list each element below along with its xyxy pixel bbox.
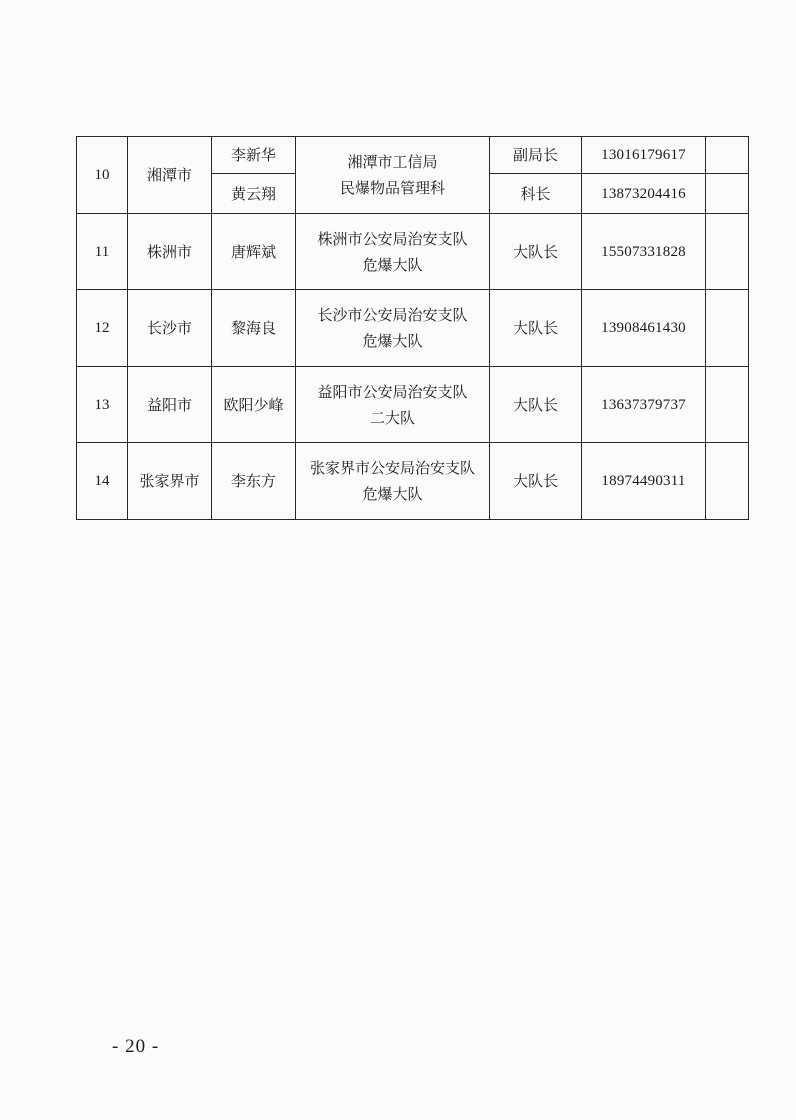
city-cell: 株洲市 bbox=[128, 214, 212, 290]
remarks-cell bbox=[706, 137, 749, 174]
title-cell: 大队长 bbox=[490, 443, 582, 520]
remarks-cell bbox=[706, 443, 749, 520]
table-row bbox=[77, 367, 749, 443]
phone-cell: 18974490311 bbox=[582, 443, 706, 520]
name-cell: 李新华 bbox=[212, 137, 296, 174]
name-cell: 欧阳少峰 bbox=[212, 367, 296, 443]
unit-line: 危爆大队 bbox=[362, 485, 423, 503]
city-cell: 益阳市 bbox=[128, 367, 212, 443]
remarks-cell bbox=[706, 367, 749, 443]
unit-cell bbox=[296, 214, 490, 290]
unit-line: 长沙市公安局治安支队 bbox=[317, 306, 468, 324]
phone-cell: 13908461430 bbox=[582, 290, 706, 367]
unit-cell bbox=[296, 443, 490, 520]
unit-line: 湘潭市工信局 bbox=[347, 153, 438, 171]
unit-line: 民爆物品管理科 bbox=[339, 179, 445, 197]
remarks-cell bbox=[706, 214, 749, 290]
remarks-cell bbox=[706, 290, 749, 367]
unit-line: 危爆大队 bbox=[362, 332, 423, 350]
phone-cell: 15507331828 bbox=[582, 214, 706, 290]
remarks-cell bbox=[706, 174, 749, 214]
city-cell: 张家界市 bbox=[128, 443, 212, 520]
row-index: 14 bbox=[77, 443, 128, 520]
title-cell: 大队长 bbox=[490, 290, 582, 367]
name-cell: 黄云翔 bbox=[212, 174, 296, 214]
contact-table bbox=[76, 136, 749, 520]
title-cell: 大队长 bbox=[490, 367, 582, 443]
unit-cell bbox=[296, 367, 490, 443]
table-row bbox=[77, 214, 749, 290]
title-cell: 科长 bbox=[490, 174, 582, 214]
row-index: 13 bbox=[77, 367, 128, 443]
row-index: 11 bbox=[77, 214, 128, 290]
table-row bbox=[77, 443, 749, 520]
table-row bbox=[77, 137, 749, 174]
title-cell: 副局长 bbox=[490, 137, 582, 174]
name-cell: 唐辉斌 bbox=[212, 214, 296, 290]
unit-line: 张家界市公安局治安支队 bbox=[309, 459, 475, 477]
unit-line: 二大队 bbox=[369, 408, 415, 427]
name-cell: 黎海良 bbox=[212, 290, 296, 367]
row-index: 10 bbox=[77, 137, 128, 214]
unit-line: 危爆大队 bbox=[362, 255, 423, 274]
phone-cell: 13637379737 bbox=[582, 367, 706, 443]
unit-cell bbox=[296, 137, 490, 214]
name-cell: 李东方 bbox=[212, 443, 296, 520]
city-cell: 湘潭市 bbox=[128, 137, 212, 214]
unit-cell bbox=[296, 290, 490, 367]
title-cell: 大队长 bbox=[490, 214, 582, 290]
phone-cell: 13873204416 bbox=[582, 174, 706, 214]
city-cell: 长沙市 bbox=[128, 290, 212, 367]
row-index: 12 bbox=[77, 290, 128, 367]
phone-cell: 13016179617 bbox=[582, 137, 706, 174]
table-row bbox=[77, 290, 749, 367]
page-number: - 20 - bbox=[112, 1036, 160, 1057]
unit-line: 益阳市公安局治安支队 bbox=[317, 382, 468, 401]
unit-line: 株洲市公安局治安支队 bbox=[317, 229, 468, 248]
